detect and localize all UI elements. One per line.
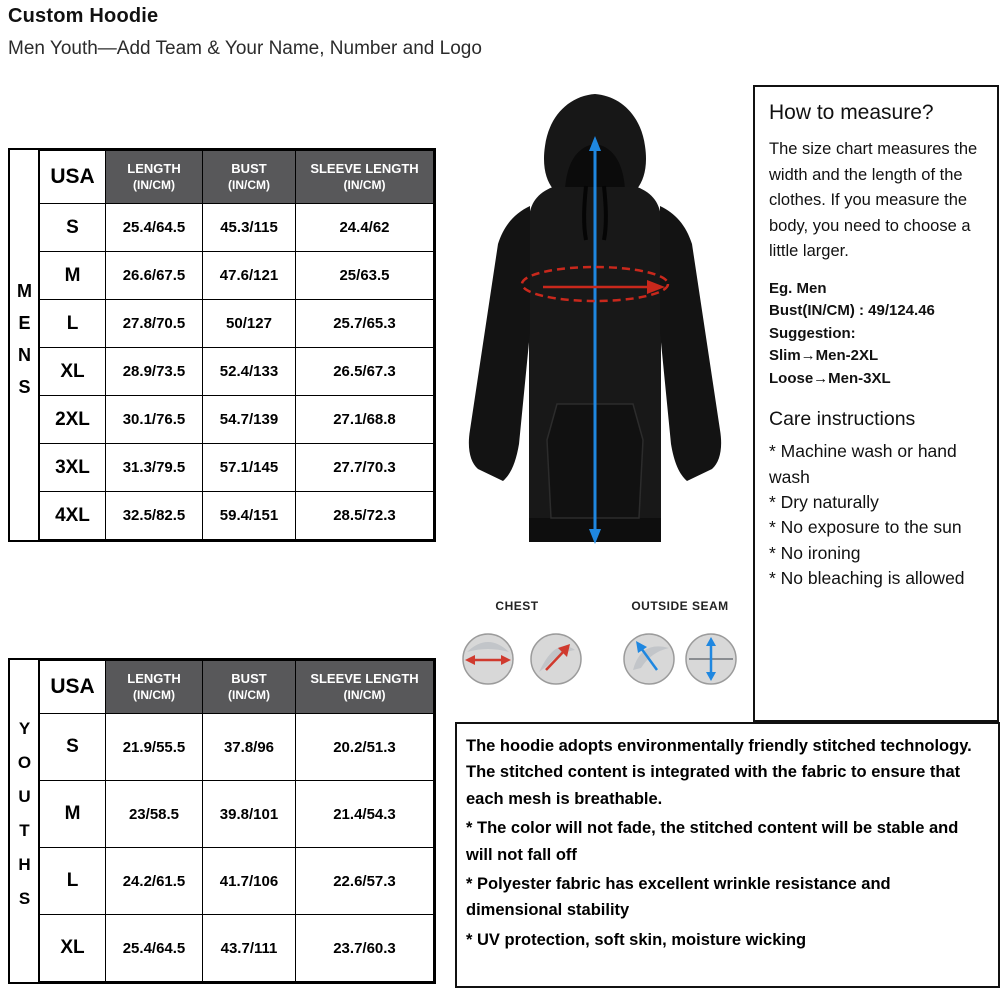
- sleeve-column-header: [296, 151, 434, 204]
- page-subtitle: Men Youth—Add Team & Your Name, Number and Logo: [8, 38, 482, 59]
- hoodie-left-sleeve: [469, 206, 530, 481]
- care-item: * No exposure to the sun: [769, 517, 962, 538]
- sleeve-cell: 24.4/62: [296, 204, 434, 252]
- bust-cell: 45.3/115: [203, 204, 296, 252]
- sleeve-cell: 28.5/72.3: [296, 492, 434, 540]
- size-cell: S: [40, 204, 106, 252]
- sleeve-unit: (IN/CM): [343, 177, 386, 192]
- bust-unit: (IN/CM): [228, 687, 270, 702]
- bust-unit: (IN/CM): [228, 177, 270, 192]
- care-item: * Machine wash or hand wash: [769, 441, 957, 487]
- care-item: * No bleaching is allowed: [769, 568, 965, 589]
- sleeve-cell: 25.7/65.3: [296, 300, 434, 348]
- sleeve-cell: 20.2/51.3: [296, 714, 434, 781]
- bust-cell: 50/127: [203, 300, 296, 348]
- how-to-measure-panel: [753, 85, 999, 722]
- length-cell: 26.6/67.5: [106, 252, 203, 300]
- measure-icons: [443, 622, 748, 700]
- product-note: * The color will not fade, the stitched content will be stable and will not fall off: [466, 819, 959, 864]
- length-cell: 21.9/55.5: [106, 714, 203, 781]
- hoodie-illustration: [443, 86, 748, 598]
- example-line: Bust(IN/CM) : 49/124.46: [769, 302, 935, 320]
- table-row: [40, 915, 434, 982]
- length-cell: 25.4/64.5: [106, 915, 203, 982]
- size-cell: 4XL: [40, 492, 106, 540]
- length-cell: 32.5/82.5: [106, 492, 203, 540]
- length-cell: 28.9/73.5: [106, 348, 203, 396]
- bust-label: BUST: [231, 160, 267, 176]
- sleeve-cell: 27.1/68.8: [296, 396, 434, 444]
- care-instructions-title: Care instructions: [769, 408, 916, 431]
- hoodie-right-sleeve: [660, 206, 721, 481]
- example-line: Suggestion:: [769, 324, 856, 342]
- length-cell: 27.8/70.5: [106, 300, 203, 348]
- length-label: LENGTH: [127, 160, 181, 176]
- chest-measure-label: CHEST: [495, 599, 539, 613]
- bust-cell: 37.8/96: [203, 714, 296, 781]
- table-row: [40, 348, 434, 396]
- table-row: [40, 300, 434, 348]
- usa-column-header: USA: [40, 661, 106, 714]
- bust-column-header: [203, 151, 296, 204]
- mens-size-table: [8, 148, 436, 542]
- hoodie-drawstring-right: [604, 186, 606, 240]
- bust-column-header: [203, 661, 296, 714]
- seam-measure-icon-2: [686, 634, 736, 684]
- length-cell: 30.1/76.5: [106, 396, 203, 444]
- care-instructions-list: [769, 439, 987, 591]
- bust-cell: 43.7/111: [203, 915, 296, 982]
- product-note: * UV protection, soft skin, moisture wicking: [466, 930, 807, 949]
- size-cell: L: [40, 300, 106, 348]
- size-cell: S: [40, 714, 106, 781]
- youth-side-label: YOUTHS: [10, 660, 39, 982]
- table-row: [40, 444, 434, 492]
- usa-column-header: USA: [40, 151, 106, 204]
- sleeve-cell: 26.5/67.3: [296, 348, 434, 396]
- length-cell: 31.3/79.5: [106, 444, 203, 492]
- sleeve-unit: (IN/CM): [343, 687, 386, 702]
- table-row: [40, 396, 434, 444]
- length-column-header: [106, 151, 203, 204]
- product-note: * Polyester fabric has excellent wrinkle resistance and dimensional stability: [466, 874, 891, 920]
- mens-size-grid: [39, 150, 434, 540]
- bust-cell: 41.7/106: [203, 848, 296, 915]
- hoodie-drawstring-left: [584, 186, 586, 240]
- length-cell: 24.2/61.5: [106, 848, 203, 915]
- bust-label: BUST: [231, 670, 267, 686]
- size-cell: XL: [40, 915, 106, 982]
- care-item: * No ironing: [769, 542, 861, 563]
- table-row: [40, 204, 434, 252]
- table-row: [40, 492, 434, 540]
- example-line: Slim→Men-2XL: [769, 347, 879, 365]
- bust-cell: 57.1/145: [203, 444, 296, 492]
- youth-size-table: [8, 658, 436, 984]
- example-line: Loose→Men-3XL: [769, 369, 891, 387]
- how-to-measure-title: How to measure?: [769, 101, 934, 124]
- outside-seam-label: OUTSIDE SEAM: [631, 599, 729, 613]
- size-cell: M: [40, 252, 106, 300]
- sizing-example: [769, 278, 987, 391]
- length-unit: (IN/CM): [133, 177, 175, 192]
- table-row: [40, 848, 434, 915]
- table-row: [40, 252, 434, 300]
- page-title: Custom Hoodie: [8, 5, 159, 27]
- care-item: * Dry naturally: [769, 492, 879, 513]
- size-cell: 2XL: [40, 396, 106, 444]
- mens-side-label: MENS: [10, 150, 39, 540]
- sleeve-cell: 25/63.5: [296, 252, 434, 300]
- example-line: Eg. Men: [769, 279, 827, 297]
- sleeve-cell: 23.7/60.3: [296, 915, 434, 982]
- sleeve-cell: 22.6/57.3: [296, 848, 434, 915]
- sleeve-cell: 27.7/70.3: [296, 444, 434, 492]
- size-cell: L: [40, 848, 106, 915]
- length-column-header: [106, 661, 203, 714]
- size-cell: XL: [40, 348, 106, 396]
- bust-cell: 52.4/133: [203, 348, 296, 396]
- chest-measure-icon-2: [531, 634, 581, 684]
- size-cell: M: [40, 781, 106, 848]
- bust-cell: 39.8/101: [203, 781, 296, 848]
- how-to-measure-body: The size chart measures the width and the length of the clothes. If you measure the body, you need to choose a little larger.: [769, 140, 978, 261]
- product-notes-panel: [455, 722, 1000, 988]
- bust-cell: 47.6/121: [203, 252, 296, 300]
- table-row: [40, 714, 434, 781]
- bust-cell: 59.4/151: [203, 492, 296, 540]
- sleeve-cell: 21.4/54.3: [296, 781, 434, 848]
- length-unit: (IN/CM): [133, 687, 175, 702]
- measure-icons-row: [443, 622, 748, 700]
- sleeve-label: SLEEVE LENGTH: [310, 160, 419, 176]
- youth-size-grid: [39, 660, 434, 982]
- length-cell: 25.4/64.5: [106, 204, 203, 252]
- size-cell: 3XL: [40, 444, 106, 492]
- length-label: LENGTH: [127, 670, 181, 686]
- table-row: [40, 781, 434, 848]
- hoodie-photo: [443, 86, 748, 598]
- length-cell: 23/58.5: [106, 781, 203, 848]
- sleeve-column-header: [296, 661, 434, 714]
- bust-cell: 54.7/139: [203, 396, 296, 444]
- chest-measure-icon-1: [463, 634, 513, 684]
- product-notes-intro: The hoodie adopts environmentally friendly stitched technology. The stitched content is integrated with the fabric to ensure that each mesh is breathable.: [466, 737, 972, 808]
- table-header-row: [40, 661, 434, 714]
- seam-measure-icon-1: [624, 634, 674, 684]
- table-header-row: [40, 151, 434, 204]
- sleeve-label: SLEEVE LENGTH: [310, 670, 419, 686]
